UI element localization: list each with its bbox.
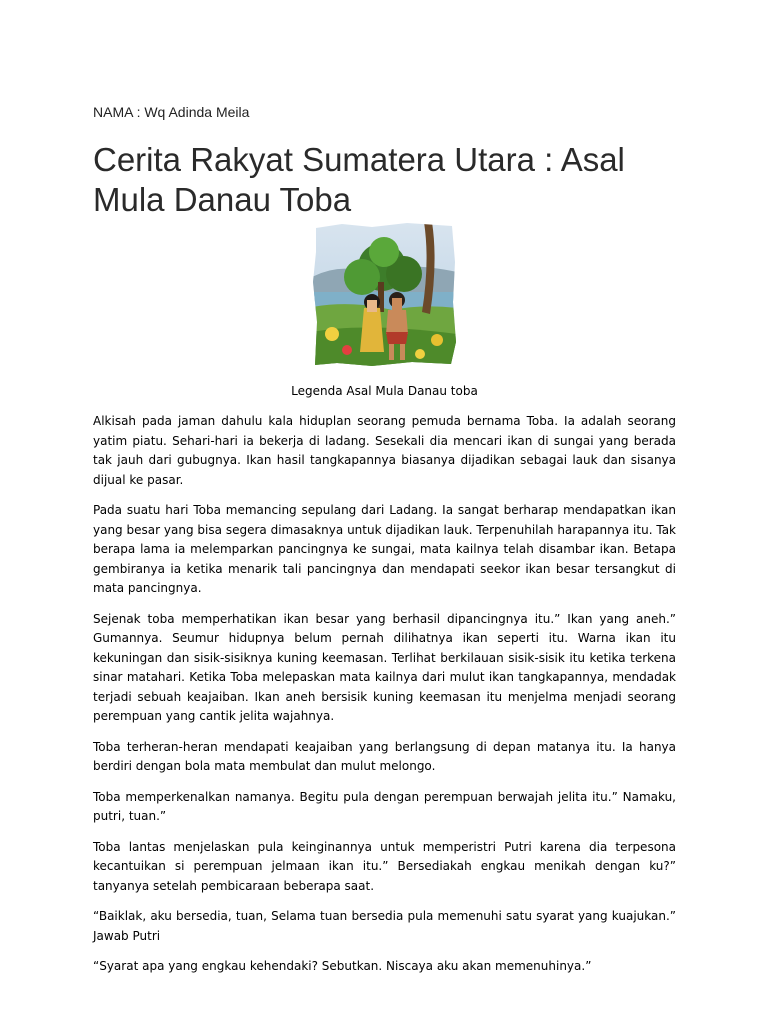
- paragraph: Toba memperkenalkan namanya. Begitu pula dengan perempuan berwajah jelita itu.” Namaku, putri, tuan.”: [93, 789, 676, 823]
- legend-illustration: [312, 222, 457, 367]
- paragraph: Toba terheran-heran mendapati keajaiban yang berlangsung di depan matanya itu. Ia hanya berdiri dengan bola mata membulat dan mulut melongo.: [93, 739, 676, 773]
- image-caption: Legenda Asal Mula Danau toba: [291, 384, 478, 398]
- paragraph: “Baiklak, aku bersedia, tuan, Selama tuan bersedia pula memenuhi satu syarat yang kuajukan.” Jawab Putri: [93, 909, 676, 943]
- story-body: [93, 412, 676, 988]
- paragraph: “Syarat apa yang engkau kehendaki? Sebutkan. Niscaya aku akan memenuhinya.”: [93, 959, 592, 973]
- document-title: Cerita Rakyat Sumatera Utara : Asal Mula Danau Toba: [93, 141, 625, 218]
- paragraph: Toba lantas menjelaskan pula keinginannya untuk memperistri Putri karena dia terpesona kecantuikan si perempuan jelmaan ikan itu.” Bersediakah engkau menikah dengan ku?” tanyanya setelah pembicaraan beberapa saat.: [93, 839, 676, 893]
- paragraph: Sejenak toba memperhatikan ikan besar yang berhasil dipancingnya itu.” Ikan yang aneh.” Gumannya. Seumur hidupnya belum pernah dilihatnya ikan seperti itu. Warna ikan itu kekuningan dan sisik-sisiknya kuning keemasan. Terlihat berkilauan sisik-sisik itu ketika terkena sinar matahari. Ketika Toba melepaskan mata kailnya dari mulut ikan tangkapannya, mendadak terjadi sebuah keajaiban. Ikan aneh bersisik kuning keemasan itu menjelma menjadi seorang perempuan yang cantik jelita wajahnya.: [93, 611, 676, 723]
- paragraph: Pada suatu hari Toba memancing sepulang dari Ladang. Ia sangat berharap mendapatkan ikan yang besar yang bisa segera dimasaknya untuk dijadikan lauk. Terpenuhilah harapannya itu. Tak berapa lama ia melemparkan pancingnya ke sungai, mata kailnya telah disambar ikan. Betapa gembiranya ia ketika menarik tali pancingnya dan mendapati seekor ikan besar tersangkut di mata pancingnya.: [93, 503, 676, 595]
- author-name: NAMA : Wq Adinda Meila: [93, 104, 250, 120]
- paragraph: Alkisah pada jaman dahulu kala hiduplan seorang pemuda bernama Toba. Ia adalah seorang yatim piatu. Sehari-hari ia bekerja di ladang. Sesekali dia mencari ikan di sungai yang berada tak jauh dari gubugnya. Ikan hasil tangkapannya biasanya dijadikan sebagai lauk dan sisanya dijual ke pasar.: [93, 414, 676, 487]
